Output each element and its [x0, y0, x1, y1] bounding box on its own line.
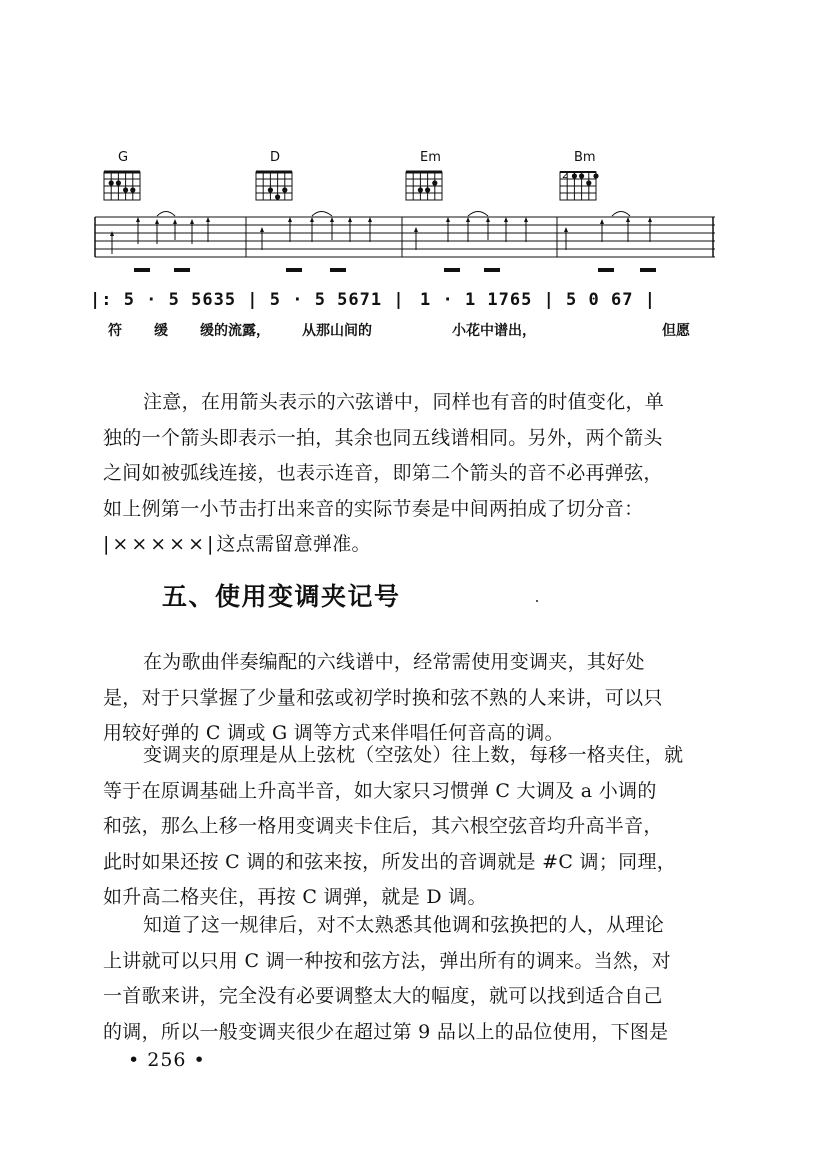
paragraph-arrow-notation: [103, 385, 723, 563]
rhythm-pattern: |×××××|: [103, 533, 217, 555]
rhythm-note: 这点需留意弹准。: [216, 533, 371, 555]
chord-name: G: [118, 150, 129, 165]
lyric-word: 符: [108, 323, 122, 339]
chord-grid-bm: [560, 172, 596, 200]
tab-staff-svg: [90, 150, 730, 290]
lyric-word: 从那山间的: [302, 323, 372, 339]
lyric-word: 但愿: [662, 323, 690, 339]
paragraph-capo-usage: [103, 908, 723, 1050]
text-line: 如上例第一小节击打出来音的实际节奏是中间两拍成了切分音：: [103, 497, 644, 520]
text-line: 用较好弹的 C 调或 G 调等方式来伴唱任何音高的调。: [103, 722, 564, 744]
text-line: 一首歌来讲，完全没有必要调整太大的幅度，就可以找到适合自己: [103, 985, 663, 1007]
text-line: 的调，所以一般变调夹很少在超过第 9 品以上的品位使用，下图是: [103, 1020, 669, 1043]
chord-name: Bm: [574, 150, 596, 165]
notation-measures-3-4: 1 · 1 1765 | 5 0 67 |: [420, 290, 656, 310]
paragraph-capo-intro: [103, 645, 723, 752]
chord-grid-g: [104, 172, 140, 200]
text-line: 变调夹的原理是从上弦枕（空弦处）往上数，每移一格夹住，就: [143, 744, 684, 766]
page-number: • 256 •: [128, 1049, 206, 1071]
lyrics-line: [90, 320, 720, 342]
text-line: 注意，在用箭头表示的六弦谱中，同样也有音的时值变化，单: [143, 391, 665, 413]
text-line: 是，对于只掌握了少量和弦或初学时换和弦不熟的人来讲，可以只: [103, 686, 663, 709]
text-line: 独的一个箭头即表示一拍，其余也同五线谱相同。另外，两个箭头: [103, 426, 663, 449]
text-line: 此时如果还按 C 调的和弦来按，所发出的音调就是 #C 调；同理，: [103, 850, 677, 873]
text-line: 上讲就可以只用 C 调一种按和弦方法，弹出所有的调来。当然，对: [103, 949, 671, 972]
text-line: 如升高二格夹住，再按 C 调弹，就是 D 调。: [103, 886, 487, 908]
chord-name: D: [270, 150, 281, 165]
text-line: 知道了这一规律后，对不太熟悉其他调和弦换把的人，从理论: [143, 914, 665, 936]
text-line: 在为歌曲伴奏编配的六线谱中，经常需使用变调夹，其好处: [143, 651, 645, 673]
text-line: [103, 527, 723, 563]
fret-marker: 2: [562, 170, 569, 181]
section-heading: 五、使用变调夹记号: [162, 582, 401, 611]
lyric-word: 小花中谱出，: [452, 323, 536, 339]
notation-measures-1-2: |: 5 · 5 5635 | 5 · 5 5671 |: [90, 290, 405, 310]
chord-grid-em: [406, 172, 442, 200]
numbered-notation: [90, 290, 720, 314]
chord-name: Em: [420, 150, 441, 165]
lyric-word: 缓的流露，: [200, 323, 270, 339]
chord-grid-d: [256, 172, 292, 200]
lyric-word: 缓: [154, 323, 168, 339]
text-line: 之间如被弧线连接，也表示连音，即第二个箭头的音不必再弹弦，: [103, 462, 663, 484]
text-line: 等于在原调基础上升高半音，如大家只习惯弹 C 大调及 a 小调的: [103, 779, 657, 802]
text-line: 和弦，那么上移一格用变调夹卡住后，其六根空弦音均升高半音，: [103, 815, 663, 837]
guitar-score: [90, 150, 730, 350]
paragraph-capo-principle: [103, 738, 723, 916]
speck: [536, 600, 538, 602]
